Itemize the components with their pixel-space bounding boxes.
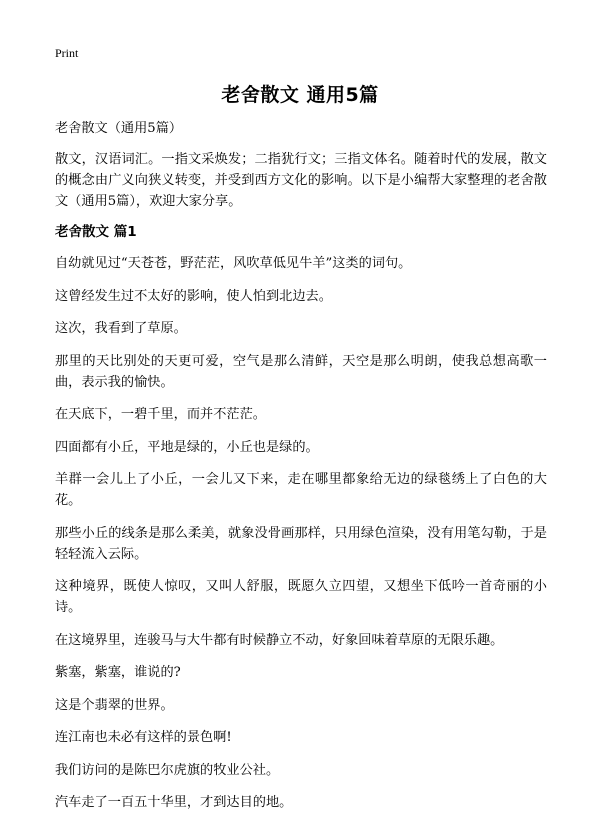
page-title: 老舍散文 通用5篇: [221, 84, 379, 106]
paragraph: 这种境界，既使人惊叹，又叫人舒服，既愿久立四望，又想坐下低吟一首奇丽的小诗。: [55, 579, 547, 615]
print-link[interactable]: Print: [55, 46, 79, 60]
paragraph: 这次，我看到了草原。: [55, 321, 187, 336]
paragraph: 这曾经发生过不太好的影响，使人怕到北边去。: [55, 288, 332, 304]
paragraph: 羊群一会儿上了小丘，一会儿又下来，走在哪里都象给无边的绿毯绣上了白色的大花。: [55, 472, 547, 508]
paragraph: 在这境界里，连骏马与大牛都有时候静立不动，好象回味着草原的无限乐趣。: [55, 632, 504, 648]
section-heading: 老舍散文 篇1: [55, 224, 137, 240]
article-subtitle: 老舍散文（通用5篇）: [55, 121, 183, 136]
paragraph: 四面都有小丘，平地是绿的，小丘也是绿的。: [55, 439, 319, 455]
paragraph: 那里的天比别处的天更可爱，空气是那么清鲜，天空是那么明朗，使我总想高歌一曲，表示我的愉快。: [55, 353, 547, 390]
article-body: [55, 118, 547, 825]
paragraph: 这是个翡翠的世界。: [55, 697, 174, 713]
paragraph: 连江南也未必有这样的景色啊!: [55, 730, 232, 745]
paragraph: 那些小丘的线条是那么柔美，就象没骨画那样，只用绿色渲染，没有用笔勾勒，于是轻轻流入云际。: [55, 525, 547, 562]
article-intro: 散文，汉语词汇。一指文采焕发；二指犹行文；三指文体名。随着时代的发展，散文的概念由广义向狭义转变，并受到西方文化的影响。以下是小编帮大家整理的老舍散文（通用5篇），欢迎大家分享。: [55, 152, 547, 209]
paragraph: 在天底下，一碧千里，而并不茫茫。: [55, 407, 266, 422]
paragraph: 汽车走了一百五十华里，才到达目的地。: [55, 795, 293, 810]
paragraph: 自幼就见过“天苍苍，野茫茫，风吹草低见牛羊”这类的词句。: [55, 256, 412, 271]
paragraph: 我们访问的是陈巴尔虎旗的牧业公社。: [55, 762, 280, 778]
paragraph: 紫塞，紫塞，谁说的?: [55, 665, 181, 680]
